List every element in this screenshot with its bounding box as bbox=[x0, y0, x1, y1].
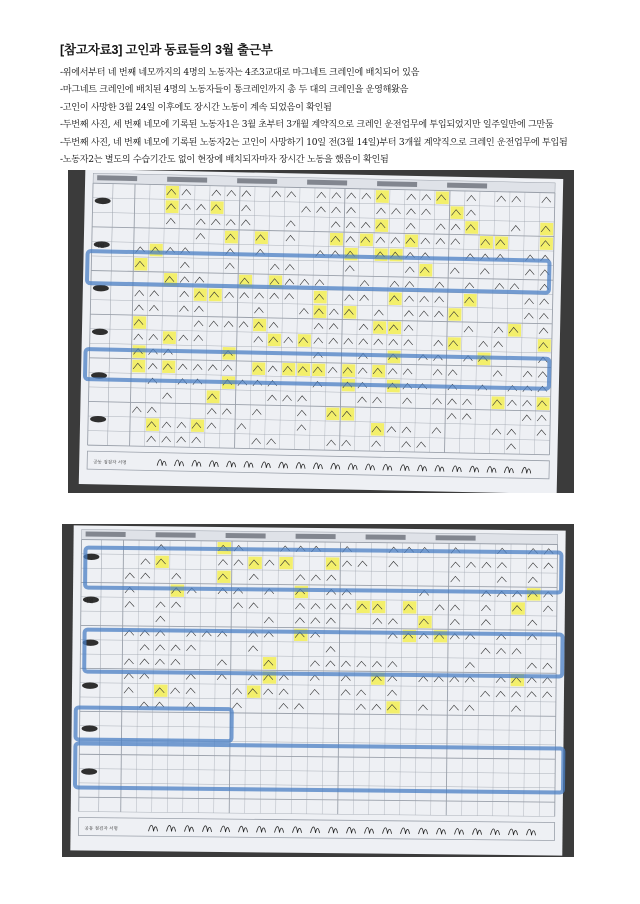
document-title: [참고자료3] 고인과 동료들의 3월 출근부 bbox=[60, 43, 273, 57]
bullet-6: -노동자2는 별도의 수습기간도 없이 현장에 배치되자마자 장시간 노동을 했음이 확인됨 bbox=[60, 155, 389, 166]
document-header bbox=[60, 40, 600, 169]
sheet-sawon-label: 사원 bbox=[83, 598, 94, 605]
bullet-3: -고인이 사망한 3월 24일 이후에도 장시간 노동이 계속 되었음이 확인됨 bbox=[60, 102, 332, 113]
attendance-photo-2 bbox=[62, 524, 574, 857]
sheet-paper bbox=[70, 525, 565, 855]
bullet-2: -마그네트 크레인에 배치된 4명의 노동자들이 통크레인까지 총 두 대의 크레인을 운영해왔음 bbox=[60, 85, 409, 96]
sheet-footer-label: 공동 점검자 서명 bbox=[84, 826, 118, 832]
sheet-sawon-label: 사원 bbox=[94, 243, 105, 250]
bullet-5: -두번째 사진, 네 번째 네모에 기록된 노동자2는 고인이 사망하기 10일 전(3월 14일)부터 3개월 계약직으로 크레인 운전업무에 투입됨 bbox=[60, 137, 568, 148]
sheet-footer-label: 공동 점검자 서명 bbox=[93, 460, 127, 466]
attendance-photo-1 bbox=[68, 170, 574, 493]
bullet-1: -위에서부터 네 번째 네모까지의 4명의 노동자는 4조3교대로 마그네트 크레인에 배치되어 있음 bbox=[60, 68, 420, 78]
bullet-4: -두번째 사진, 세 번째 네모에 기록된 노동자1은 3월 초부터 3개월 계약직으로 크레인 운전업무에 투입되었지만 일주일만에 그만둠 bbox=[60, 120, 554, 131]
sheet-paper bbox=[79, 170, 563, 493]
